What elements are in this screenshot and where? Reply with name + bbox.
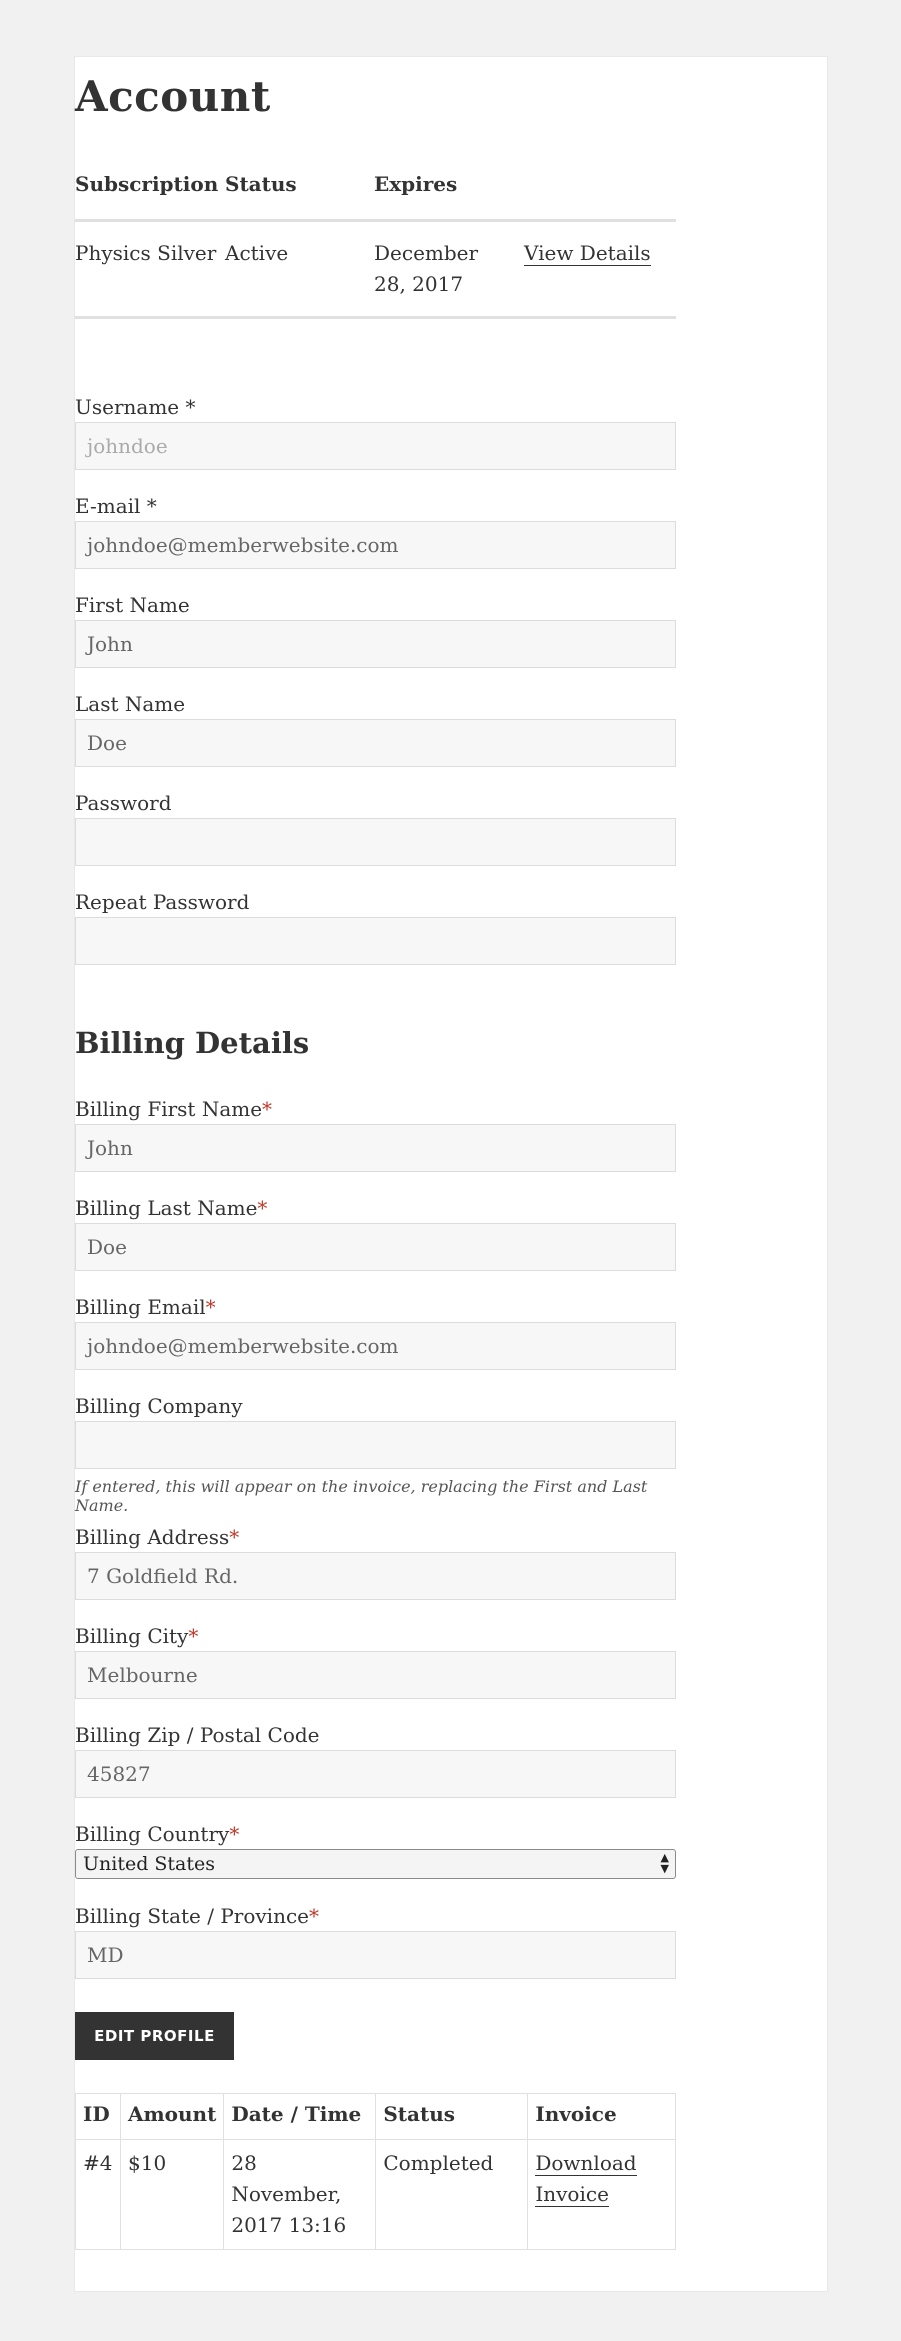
billing-address-label <box>75 1522 676 1552</box>
username-field <box>75 392 676 470</box>
payment-status: Completed <box>376 2140 528 2250</box>
repeat-password-label: Repeat Password <box>75 890 250 914</box>
subscription-row <box>75 222 676 319</box>
subscription-table <box>75 172 676 319</box>
payment-date: 28 November, 2017 13:16 <box>224 2140 376 2250</box>
password-field <box>75 788 676 866</box>
billing-state-input[interactable]: MD <box>75 1931 676 1979</box>
subscription-header-row <box>75 172 676 222</box>
billing-country-field <box>75 1819 676 1879</box>
billing-first-name-input[interactable]: John <box>75 1124 676 1172</box>
billing-company-input[interactable] <box>75 1421 676 1469</box>
billing-first-name-label <box>75 1094 676 1124</box>
col-invoice: Invoice <box>528 2094 676 2140</box>
email-field <box>75 491 676 569</box>
billing-last-name-input[interactable]: Doe <box>75 1223 676 1271</box>
billing-city-label-text: Billing City <box>75 1624 189 1648</box>
last-name-field <box>75 689 676 767</box>
billing-company-field <box>75 1391 676 1515</box>
payments-table <box>75 2093 676 2250</box>
page-title: Account <box>75 72 271 121</box>
view-details-link[interactable]: View Details <box>524 241 651 265</box>
billing-email-label-text: Billing Email <box>75 1295 206 1319</box>
billing-title: Billing Details <box>75 1026 310 1060</box>
first-name-label: First Name <box>75 593 190 617</box>
required-mark: * <box>262 1097 273 1121</box>
billing-city-input[interactable]: Melbourne <box>75 1651 676 1699</box>
required-mark: * <box>308 1904 319 1928</box>
col-subscription: Subscription <box>75 172 219 196</box>
col-id: ID <box>76 2094 121 2140</box>
billing-country-select[interactable] <box>75 1849 676 1879</box>
subscription-expires: December 28, 2017 <box>374 241 479 296</box>
col-expires: Expires <box>374 172 458 196</box>
password-label: Password <box>75 791 172 815</box>
payments-header-row <box>76 2094 676 2140</box>
billing-city-field <box>75 1621 676 1699</box>
subscription-status: Active <box>225 241 289 265</box>
payment-amount: $10 <box>121 2140 224 2250</box>
billing-last-name-label <box>75 1193 676 1223</box>
billing-state-label-text: Billing State / Province <box>75 1904 309 1928</box>
repeat-password-field <box>75 887 676 965</box>
required-mark: * <box>229 1822 240 1846</box>
table-row <box>76 2140 676 2250</box>
billing-zip-label: Billing Zip / Postal Code <box>75 1723 320 1747</box>
billing-address-input[interactable]: 7 Goldfield Rd. <box>75 1552 676 1600</box>
required-mark: * <box>257 1196 268 1220</box>
username-label: Username * <box>75 395 196 419</box>
col-status: Status <box>376 2094 528 2140</box>
last-name-label: Last Name <box>75 692 186 716</box>
billing-email-field <box>75 1292 676 1370</box>
billing-email-input[interactable]: johndoe@memberwebsite.com <box>75 1322 676 1370</box>
billing-address-label-text: Billing Address <box>75 1525 230 1549</box>
billing-state-label <box>75 1901 676 1931</box>
billing-country-label-text: Billing Country <box>75 1822 230 1846</box>
first-name-field <box>75 590 676 668</box>
col-date: Date / Time <box>224 2094 376 2140</box>
required-mark: * <box>205 1295 216 1319</box>
required-mark: * <box>229 1525 240 1549</box>
billing-country-value: United States <box>83 1853 216 1875</box>
billing-last-name-field <box>75 1193 676 1271</box>
email-input[interactable]: johndoe@memberwebsite.com <box>75 521 676 569</box>
payment-invoice-cell <box>528 2140 676 2250</box>
username-input[interactable]: johndoe <box>75 422 676 470</box>
col-amount: Amount <box>121 2094 224 2140</box>
last-name-input[interactable]: Doe <box>75 719 676 767</box>
billing-city-label <box>75 1621 676 1651</box>
select-arrows-icon: ▲ ▼ <box>660 1851 669 1875</box>
billing-company-hint: If entered, this will appear on the invoice, replacing the First and Last Name. <box>75 1477 648 1515</box>
billing-address-field <box>75 1522 676 1600</box>
billing-email-label <box>75 1292 676 1322</box>
billing-first-name-field <box>75 1094 676 1172</box>
password-input[interactable] <box>75 818 676 866</box>
edit-profile-button[interactable]: EDIT PROFILE <box>75 2012 234 2060</box>
billing-zip-field <box>75 1720 676 1798</box>
subscription-name: Physics Silver <box>75 241 217 265</box>
first-name-input[interactable]: John <box>75 620 676 668</box>
repeat-password-input[interactable] <box>75 917 676 965</box>
billing-last-name-label-text: Billing Last Name <box>75 1196 258 1220</box>
download-invoice-link[interactable]: Download Invoice <box>535 2151 637 2206</box>
billing-first-name-label-text: Billing First Name <box>75 1097 263 1121</box>
billing-zip-input[interactable]: 45827 <box>75 1750 676 1798</box>
col-status: Status <box>225 172 297 196</box>
billing-state-field <box>75 1901 676 1979</box>
payment-id: #4 <box>76 2140 121 2250</box>
required-mark: * <box>188 1624 199 1648</box>
billing-country-label <box>75 1819 676 1849</box>
billing-company-label: Billing Company <box>75 1394 243 1418</box>
email-label: E-mail * <box>75 494 157 518</box>
